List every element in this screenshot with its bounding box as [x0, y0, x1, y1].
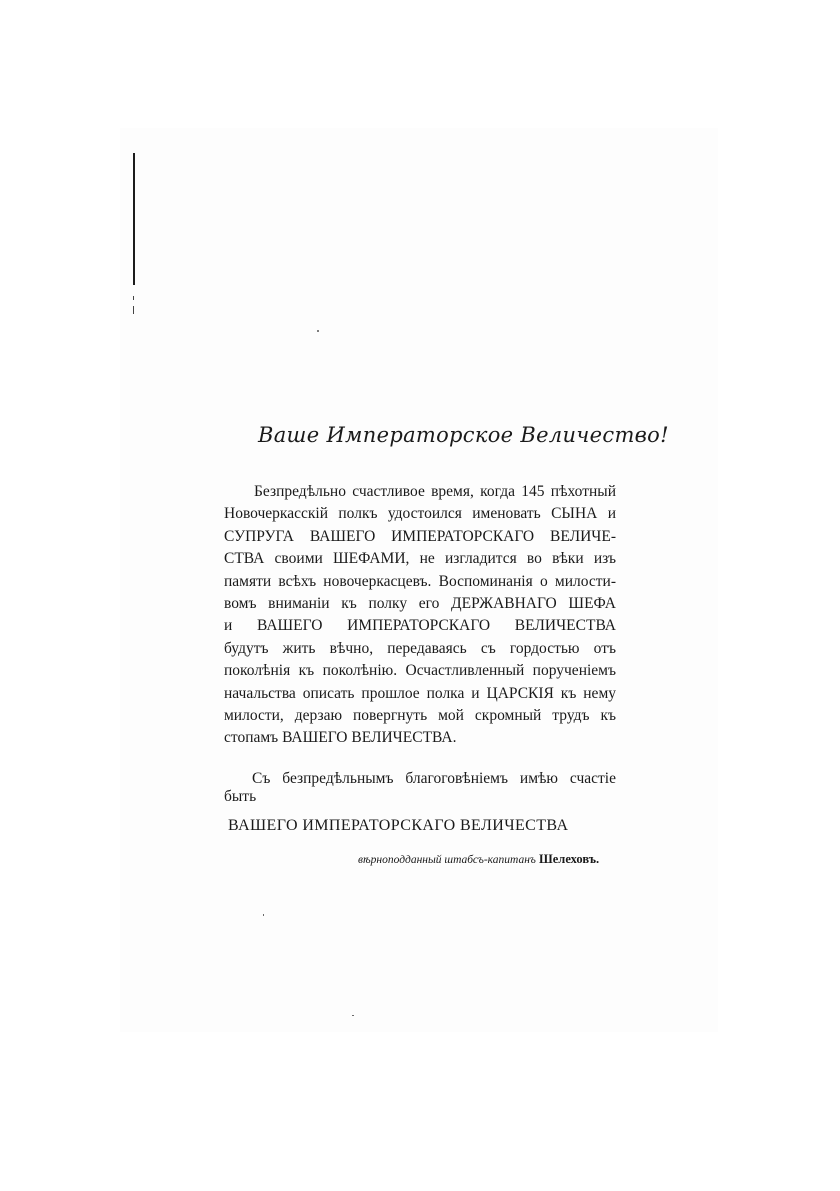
body-line: СТВА своими ШЕФАМИ, не изгладится во вѣки изъ: [224, 550, 616, 568]
margin-rule: [133, 153, 135, 285]
signature-line: [358, 852, 618, 867]
print-speck: [352, 1015, 354, 1016]
dedication-body: [224, 481, 616, 750]
body-line: стопамъ ВАШЕГО ВЕЛИЧЕСТВА.: [224, 729, 457, 747]
signature-title: вѣрноподданный штабсъ-капитанъ: [358, 854, 536, 866]
body-line: памяти всѣхъ новочеркасцевъ. Воспоминанія о милости-: [224, 572, 616, 590]
body-line: милости, дерзаю повергнуть мой скромный трудъ къ: [224, 707, 616, 725]
salutation-heading: Ваше Императорское Величество!: [258, 423, 669, 447]
body-line: вомъ вниманіи къ полку его ДЕРЖАВНАГО ШЕФА: [224, 595, 616, 613]
majesty-line: ВАШЕГО ИМПЕРАТОРСКАГО ВЕЛИЧЕСТВА: [228, 817, 569, 834]
body-line: и ВАШЕГО ИМПЕРАТОРСКАГО ВЕЛИЧЕСТВА: [224, 617, 616, 635]
closing-phrase: [224, 770, 616, 806]
body-line: будутъ жить вѣчно, передаваясь съ гордостью отъ: [224, 639, 616, 657]
body-line: поколѣнія къ поколѣнію. Осчастливленный порученіемъ: [224, 662, 616, 680]
body-line: Новочеркасскій полкъ удостоился именовать СЫНА и: [224, 505, 616, 523]
closing-line: Съ безпредѣльнымъ благоговѣніемъ имѣю счастіе: [252, 770, 616, 787]
body-line: начальства описать прошлое полка и ЦАРСКІЯ къ нему: [224, 684, 616, 702]
body-line: СУПРУГА ВАШЕГО ИМПЕРАТОРСКАГО ВЕЛИЧЕ-: [224, 527, 616, 545]
print-speck: [317, 330, 319, 332]
margin-tick: [133, 306, 134, 314]
body-line: Безпредѣльно счастливое время, когда 145 пѣхотный: [254, 483, 616, 500]
signature-name: Шелеховъ.: [539, 852, 600, 866]
closing-line: быть: [224, 788, 257, 805]
print-speck: [263, 914, 264, 916]
margin-tick: [133, 296, 134, 300]
